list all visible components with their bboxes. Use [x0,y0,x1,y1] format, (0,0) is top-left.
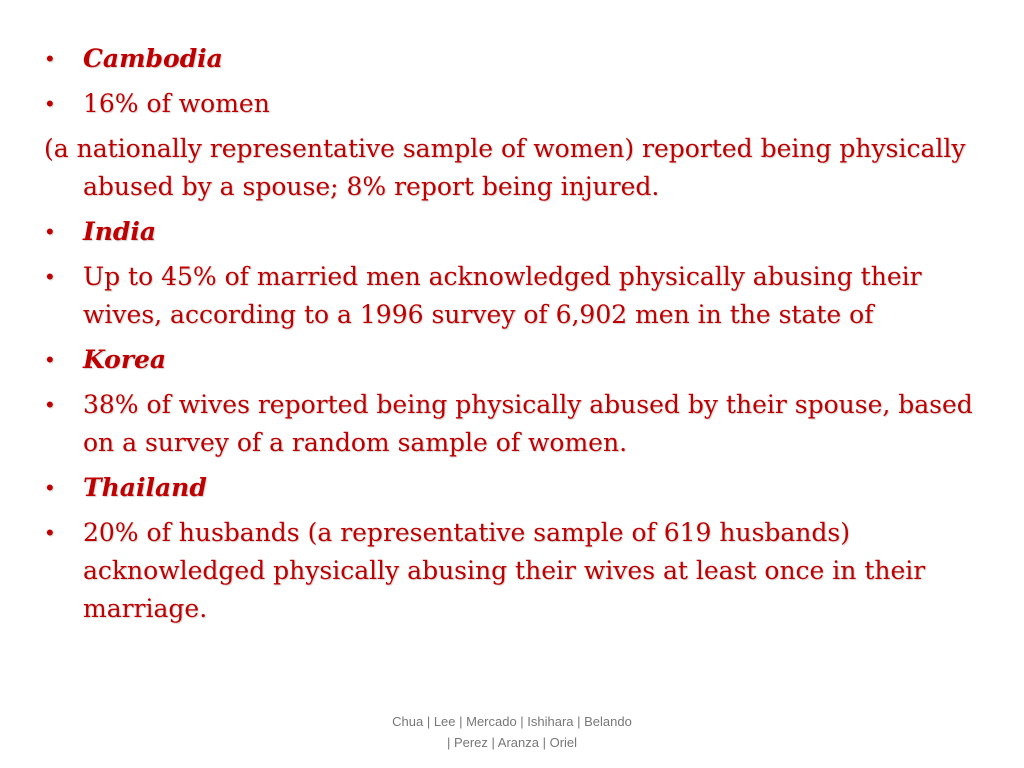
bullet-icon: • [46,392,54,417]
slide-body [44,40,974,635]
bullet-icon: • [46,46,54,71]
bullet-icon: • [46,264,54,289]
country-heading-thailand [44,469,974,507]
bullet-item-thailand-stat [44,514,974,628]
bullet-text: 20% of husbands (a representative sample of 619 husbands) acknowledged physically abusing their wives at least once in their marriage. [83,518,926,623]
bullet-icon: • [46,475,54,500]
slide-footer [340,711,684,753]
footer-authors-line-2: | Perez | Aranza | Oriel [446,735,578,750]
paragraph-text: (a nationally representative sample of women) reported being physically abused by a spouse; 8% report being injured. [44,134,966,201]
bullet-text: 16% of women [83,89,270,118]
bullet-item-cambodia-stat [44,85,974,123]
heading-text: Thailand [83,473,207,502]
heading-text: Cambodia [83,44,223,73]
bullet-text: 38% of wives reported being physically abused by their spouse, based on a survey of a random sample of women. [83,390,973,457]
footer-authors-line-1: Chua | Lee | Mercado | Ishihara | Belando [392,714,632,729]
bullet-text: Up to 45% of married men acknowledged physically abusing their wives, according to a 1996 survey of 6,902 men in the state of [83,262,922,329]
country-heading-korea [44,341,974,379]
bullet-item-korea-stat [44,386,974,462]
heading-text: Korea [83,345,167,374]
country-heading-india [44,213,974,251]
bullet-icon: • [46,91,54,116]
paragraph-cambodia-detail [44,130,974,206]
country-heading-cambodia [44,40,974,78]
bullet-icon: • [46,347,54,372]
bullet-icon: • [46,219,54,244]
bullet-icon: • [46,520,54,545]
bullet-item-india-stat [44,258,974,334]
heading-text: India [83,217,157,246]
